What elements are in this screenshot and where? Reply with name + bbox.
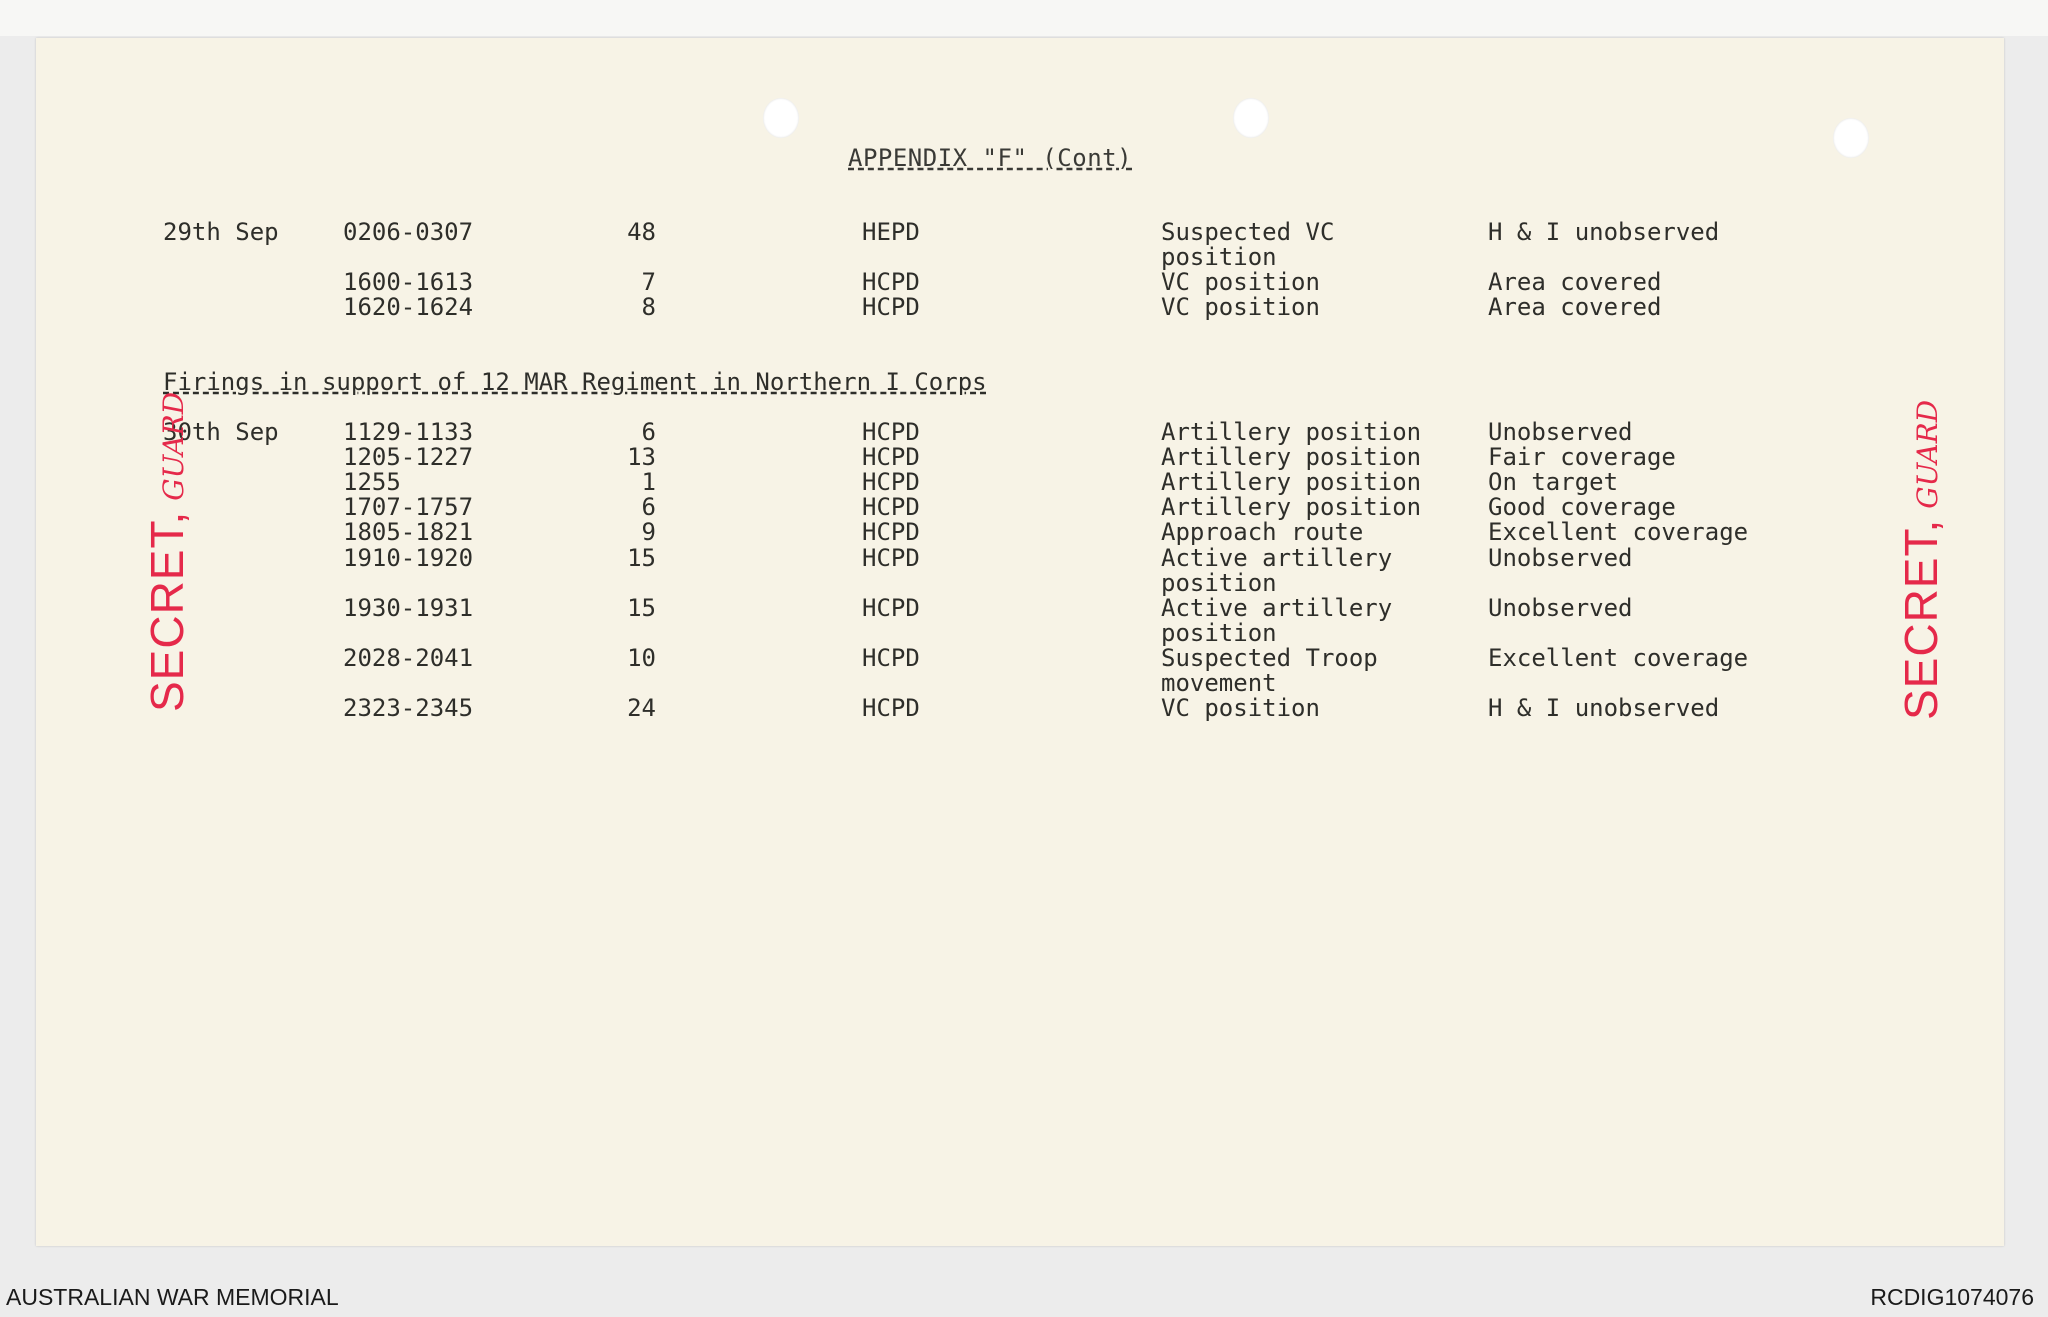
cell-result: Area covered bbox=[1488, 293, 1662, 321]
cell-rounds: 15 bbox=[627, 594, 656, 622]
cell-time: 1255 bbox=[343, 468, 401, 496]
cell-type: HCPD bbox=[862, 493, 920, 521]
cell-target: VC position bbox=[1161, 268, 1320, 296]
cell-type: HCPD bbox=[862, 468, 920, 496]
cell-type: HCPD bbox=[862, 418, 920, 446]
punch-hole bbox=[1833, 118, 1869, 158]
section-heading: Firings in support of 12 MAR Regiment in Northern I Corps bbox=[163, 368, 987, 396]
cell-result: H & I unobserved bbox=[1488, 694, 1720, 722]
cell-type: HCPD bbox=[862, 293, 920, 321]
cell-rounds: 24 bbox=[627, 694, 656, 722]
cell-time: 1205-1227 bbox=[343, 443, 474, 471]
cell-type: HCPD bbox=[862, 443, 920, 471]
cell-type: HCPD bbox=[862, 644, 920, 672]
cell-result: Good coverage bbox=[1488, 493, 1676, 521]
cell-target: Artillery position bbox=[1161, 468, 1422, 496]
cell-time: 0206-0307 bbox=[343, 218, 474, 246]
cell-target-line2: movement bbox=[1161, 669, 1277, 697]
cell-type: HCPD bbox=[862, 518, 920, 546]
cell-time: 1129-1133 bbox=[343, 418, 474, 446]
scan-top-band bbox=[0, 0, 2048, 36]
cell-type: HEPD bbox=[862, 218, 920, 246]
cell-time: 1620-1624 bbox=[343, 293, 474, 321]
cell-rounds: 13 bbox=[627, 443, 656, 471]
cell-target-line2: position bbox=[1161, 619, 1277, 647]
cell-time: 1910-1920 bbox=[343, 544, 474, 572]
cell-result: Unobserved bbox=[1488, 544, 1633, 572]
secret-stamp-right bbox=[1894, 400, 1948, 720]
stamp-handwritten: GUARD bbox=[1911, 399, 1944, 509]
cell-time: 1707-1757 bbox=[343, 493, 474, 521]
cell-result: On target bbox=[1488, 468, 1619, 496]
secret-stamp-left bbox=[140, 392, 194, 712]
cell-rounds: 6 bbox=[641, 493, 656, 521]
cell-result: Excellent coverage bbox=[1488, 518, 1749, 546]
cell-result: Unobserved bbox=[1488, 418, 1633, 446]
cell-date: 29th Sep bbox=[163, 218, 279, 246]
cell-target: Active artillery bbox=[1161, 544, 1393, 572]
cell-target: Artillery position bbox=[1161, 418, 1422, 446]
punch-hole bbox=[1233, 98, 1269, 138]
appendix-title: APPENDIX "F" (Cont) bbox=[848, 144, 1133, 172]
cell-type: HCPD bbox=[862, 594, 920, 622]
cell-time: 2323-2345 bbox=[343, 694, 474, 722]
cell-target: Active artillery bbox=[1161, 594, 1393, 622]
cell-target-line2: position bbox=[1161, 569, 1277, 597]
cell-rounds: 15 bbox=[627, 544, 656, 572]
cell-target: VC position bbox=[1161, 293, 1320, 321]
cell-target: Suspected VC bbox=[1161, 218, 1335, 246]
cell-result: Area covered bbox=[1488, 268, 1662, 296]
cell-result: Fair coverage bbox=[1488, 443, 1676, 471]
footer-source: AUSTRALIAN WAR MEMORIAL bbox=[6, 1284, 339, 1310]
cell-rounds: 1 bbox=[641, 468, 656, 496]
cell-time: 1805-1821 bbox=[343, 518, 474, 546]
cell-time: 2028-2041 bbox=[343, 644, 474, 672]
stamp-handwritten: GUARD bbox=[157, 391, 190, 501]
cell-target: Artillery position bbox=[1161, 443, 1422, 471]
cell-target: Suspected Troop bbox=[1161, 644, 1378, 672]
cell-type: HCPD bbox=[862, 268, 920, 296]
cell-rounds: 9 bbox=[641, 518, 656, 546]
cell-result: Excellent coverage bbox=[1488, 644, 1749, 672]
stamp-text: SECRET, bbox=[1895, 518, 1947, 720]
cell-result: H & I unobserved bbox=[1488, 218, 1720, 246]
cell-target: Artillery position bbox=[1161, 493, 1422, 521]
cell-target-line2: position bbox=[1161, 243, 1277, 271]
cell-rounds: 7 bbox=[641, 268, 656, 296]
cell-target: Approach route bbox=[1161, 518, 1364, 546]
cell-rounds: 48 bbox=[627, 218, 656, 246]
cell-time: 1600-1613 bbox=[343, 268, 474, 296]
punch-hole bbox=[763, 98, 799, 138]
cell-time: 1930-1931 bbox=[343, 594, 474, 622]
cell-result: Unobserved bbox=[1488, 594, 1633, 622]
cell-type: HCPD bbox=[862, 694, 920, 722]
stamp-text: SECRET, bbox=[141, 510, 193, 712]
cell-rounds: 8 bbox=[641, 293, 656, 321]
cell-type: HCPD bbox=[862, 544, 920, 572]
cell-rounds: 6 bbox=[641, 418, 656, 446]
cell-date: 30th Sep bbox=[163, 418, 279, 446]
cell-target: VC position bbox=[1161, 694, 1320, 722]
footer-id: RCDIG1074076 bbox=[1870, 1284, 2034, 1310]
cell-rounds: 10 bbox=[627, 644, 656, 672]
